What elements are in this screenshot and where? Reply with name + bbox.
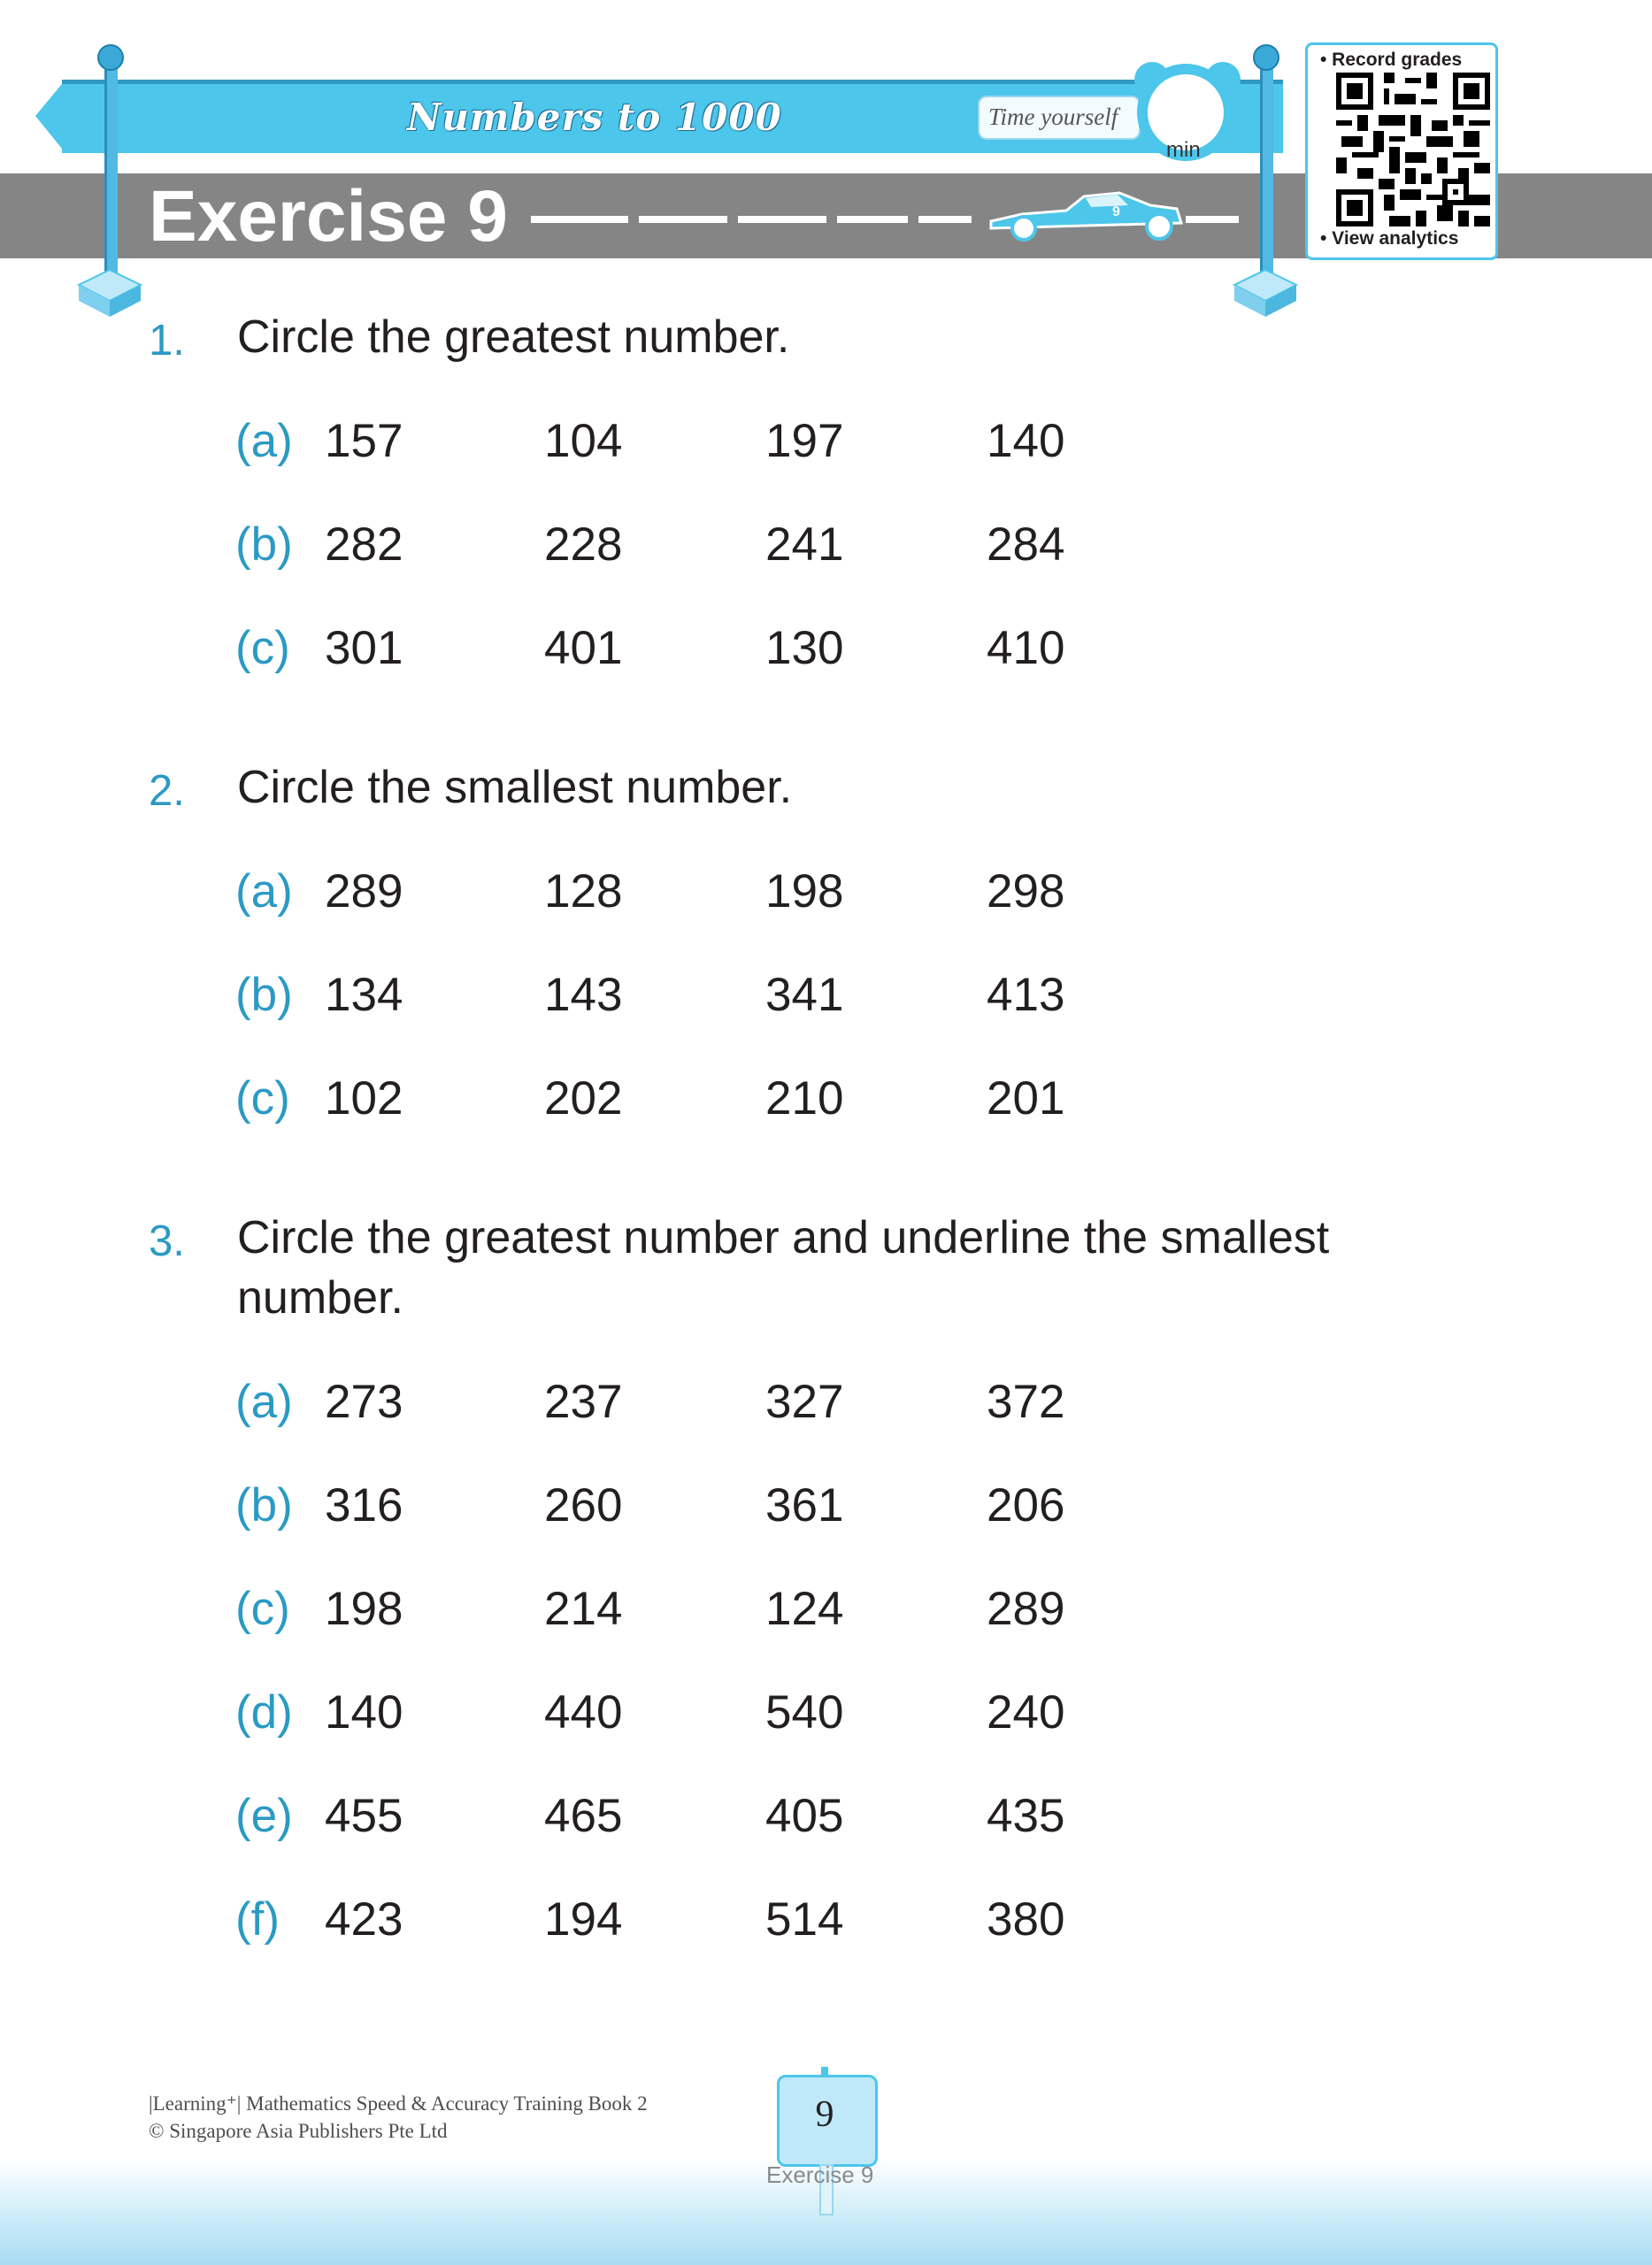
- race-car-icon: [987, 184, 1186, 244]
- title-dash: [531, 216, 628, 223]
- number-option[interactable]: 206: [987, 1479, 1065, 1532]
- part-label: (c): [235, 1072, 290, 1125]
- number-option[interactable]: 405: [765, 1790, 844, 1842]
- number-option[interactable]: 341: [765, 969, 844, 1021]
- number-option[interactable]: 260: [544, 1479, 623, 1532]
- part-label: (b): [235, 969, 293, 1021]
- number-option[interactable]: 128: [544, 865, 623, 918]
- number-option[interactable]: 140: [325, 1686, 403, 1739]
- question-text: Circle the greatest number and underline the smallest: [237, 1212, 1330, 1263]
- number-option[interactable]: 301: [325, 622, 403, 674]
- number-option[interactable]: 157: [325, 415, 403, 467]
- number-option[interactable]: 140: [987, 415, 1065, 467]
- part-label: (b): [235, 1479, 293, 1532]
- question-number: 2.: [149, 767, 185, 815]
- number-option[interactable]: 316: [325, 1479, 403, 1532]
- part-label: (c): [235, 622, 290, 674]
- number-option[interactable]: 210: [765, 1072, 844, 1125]
- number-option[interactable]: 401: [544, 622, 623, 674]
- right-pole: [1260, 62, 1273, 283]
- number-option[interactable]: 198: [765, 865, 844, 918]
- number-option[interactable]: 273: [325, 1376, 403, 1428]
- right-pole-cap: [1253, 44, 1279, 71]
- number-option[interactable]: 240: [987, 1686, 1065, 1739]
- number-option[interactable]: 413: [987, 969, 1065, 1021]
- number-option[interactable]: 465: [544, 1790, 623, 1842]
- number-option[interactable]: 284: [987, 518, 1065, 571]
- number-option[interactable]: 423: [325, 1893, 403, 1946]
- topic-title: Numbers to 1000: [407, 96, 782, 139]
- page-title: Exercise 9: [149, 176, 508, 257]
- number-option[interactable]: 198: [325, 1583, 403, 1635]
- question-text: Circle the greatest number.: [237, 311, 790, 363]
- number-option[interactable]: 514: [765, 1893, 844, 1946]
- part-label: (a): [235, 865, 293, 918]
- title-dash: [738, 216, 826, 223]
- number-option[interactable]: 282: [325, 518, 403, 571]
- svg-text:9: 9: [1112, 204, 1120, 219]
- question-text: Circle the smallest number.: [237, 762, 793, 813]
- number-option[interactable]: 134: [325, 969, 403, 1021]
- title-dash: [639, 216, 727, 223]
- number-option[interactable]: 214: [544, 1583, 623, 1635]
- question-number: 1.: [149, 317, 185, 365]
- question-number: 3.: [149, 1217, 185, 1265]
- left-pole: [104, 62, 118, 283]
- number-option[interactable]: 241: [765, 518, 844, 571]
- qr-view-analytics: • View analytics: [1320, 228, 1459, 249]
- number-option[interactable]: 298: [987, 865, 1065, 918]
- qr-code-icon[interactable]: [1336, 73, 1490, 226]
- number-option[interactable]: 124: [765, 1583, 844, 1635]
- part-label: (a): [235, 1376, 293, 1428]
- number-option[interactable]: 201: [987, 1072, 1065, 1125]
- number-option[interactable]: 380: [987, 1893, 1065, 1946]
- part-label: (b): [235, 518, 293, 571]
- time-unit-label: min: [1166, 138, 1201, 162]
- footer-copyright: © Singapore Asia Publishers Pte Ltd: [149, 2120, 448, 2142]
- number-option[interactable]: 361: [765, 1479, 844, 1532]
- number-option[interactable]: 455: [325, 1790, 403, 1842]
- title-dash: [918, 216, 972, 223]
- number-option[interactable]: 440: [544, 1686, 623, 1739]
- qr-record-grades: • Record grades: [1320, 50, 1463, 70]
- number-option[interactable]: 194: [544, 1893, 623, 1946]
- number-option[interactable]: 410: [987, 622, 1065, 674]
- part-label: (c): [235, 1583, 290, 1635]
- number-option[interactable]: 435: [987, 1790, 1065, 1842]
- number-option[interactable]: 202: [544, 1072, 623, 1125]
- left-pole-cap: [97, 44, 124, 71]
- number-option[interactable]: 327: [765, 1376, 844, 1428]
- number-option[interactable]: 289: [987, 1583, 1065, 1635]
- number-option[interactable]: 372: [987, 1376, 1065, 1428]
- number-option[interactable]: 237: [544, 1376, 623, 1428]
- number-option[interactable]: 130: [765, 622, 844, 674]
- left-pole-base: [74, 265, 145, 319]
- number-option[interactable]: 228: [544, 518, 623, 571]
- title-dash: [1186, 216, 1239, 223]
- footer-book-title: |Learning⁺| Mathematics Speed & Accuracy Training Book 2: [149, 2092, 648, 2115]
- number-option[interactable]: 102: [325, 1072, 403, 1125]
- number-option[interactable]: 289: [325, 865, 403, 918]
- part-label: (d): [235, 1686, 293, 1739]
- time-yourself-label: Time yourself: [988, 104, 1118, 130]
- question-text: number.: [237, 1272, 403, 1324]
- page-number: 9: [815, 2094, 834, 2135]
- number-option[interactable]: 197: [765, 415, 844, 467]
- part-label: (a): [235, 415, 293, 467]
- part-label: (f): [235, 1893, 280, 1946]
- title-dash: [837, 216, 908, 223]
- banner-arrow: [35, 80, 65, 153]
- footer-exercise-label: Exercise 9: [766, 2161, 874, 2188]
- right-pole-base: [1230, 265, 1301, 319]
- number-option[interactable]: 540: [765, 1686, 844, 1739]
- number-option[interactable]: 104: [544, 415, 623, 467]
- part-label: (e): [235, 1790, 293, 1842]
- number-option[interactable]: 143: [544, 969, 623, 1021]
